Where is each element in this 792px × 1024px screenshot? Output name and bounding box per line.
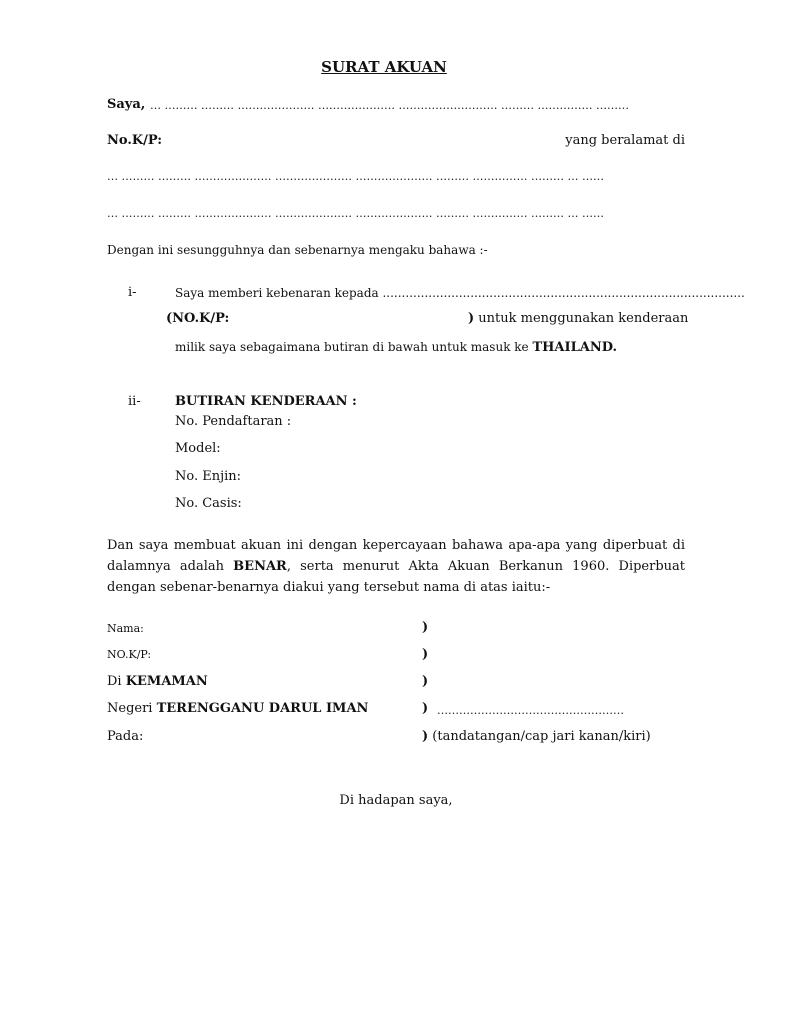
benar-text: BENAR — [233, 559, 287, 574]
beralamat-text: yang beralamat di — [565, 133, 685, 148]
item-i-line3-pre: milik saya sebagaimana butiran di bawah untuk masuk ke — [175, 340, 533, 354]
item-i-line3 — [175, 340, 617, 355]
pada-bracket: ) — [422, 729, 429, 744]
address-line-1: … ……… ……… ………………… ………………… ………………… ……… …………… ……… … …… — [107, 170, 604, 183]
paragraph-part2: , serta menurut Akta Akuan Berkanun 1960. Diperbuat dengan sebenar-benarnya diakui yang tersebut nama di atas iaitu:- — [107, 559, 685, 595]
declaration-intro: Dengan ini sesungguhnya dan sebenarnya mengaku bahawa :- — [107, 243, 488, 257]
saya-label: Saya, — [107, 97, 146, 112]
nokp-bracket: ) — [422, 647, 429, 662]
kemaman-text: KEMAMAN — [125, 674, 208, 689]
di-prefix: Di — [107, 674, 126, 689]
pada-label: Pada: — [107, 729, 144, 744]
nama-label: Nama: — [107, 622, 144, 635]
item-i-line2-rest: untuk menggunakan kenderaan — [474, 311, 689, 326]
row-nokp-label: NO.K/P: — [107, 648, 152, 661]
item-i-nokp-line — [468, 311, 688, 326]
address-line-2: … ……… ……… ………………… ………………… ………………… ……… …………… ……… … …… — [107, 207, 604, 220]
paragraph-part1: Dan saya membuat akuan ini dengan kepercayaan bahawa apa-apa yang diperbuat di dalamnya adalah — [107, 538, 685, 574]
item-i-nokp-open: (NO.K/P: — [166, 311, 230, 326]
terengganu-text: TERENGGANU DARUL IMAN — [156, 701, 369, 716]
saya-dots: … ……… ……… ………………… ………………… ……………………… ……… …………… ……… — [150, 99, 629, 112]
item-i-nokp-close: ) — [468, 311, 475, 326]
field-engine-no: No. Enjin: — [175, 469, 242, 484]
field-registration-no: No. Pendaftaran : — [175, 414, 292, 429]
pada-line — [422, 729, 651, 744]
witness-text: Di hadapan saya, — [339, 793, 453, 808]
di-kemaman-line — [107, 674, 208, 689]
negeri-line — [107, 701, 368, 716]
field-model: Model: — [175, 441, 221, 456]
item-i-number: i- — [128, 285, 137, 300]
signature-dots: …………………………………………… — [437, 704, 624, 717]
vehicle-details-heading: BUTIRAN KENDERAAN : — [175, 394, 357, 409]
document-title: SURAT AKUAN — [321, 58, 447, 76]
di-bracket: ) — [422, 674, 429, 689]
negeri-prefix: Negeri — [107, 701, 157, 716]
declaration-paragraph — [107, 535, 685, 598]
item-ii-number: ii- — [128, 394, 141, 409]
nama-bracket: ) — [422, 620, 429, 635]
negeri-bracket: ) — [422, 701, 429, 716]
item-i-line1: Saya memberi kebenaran kepada ............................................................................................... — [175, 286, 745, 300]
signature-thumbprint-text: (tandatangan/cap jari kanan/kiri) — [432, 729, 651, 744]
thailand-text: THAILAND. — [532, 340, 618, 355]
nokp-label: No.K/P: — [107, 133, 163, 148]
field-chassis-no: No. Casis: — [175, 496, 242, 511]
